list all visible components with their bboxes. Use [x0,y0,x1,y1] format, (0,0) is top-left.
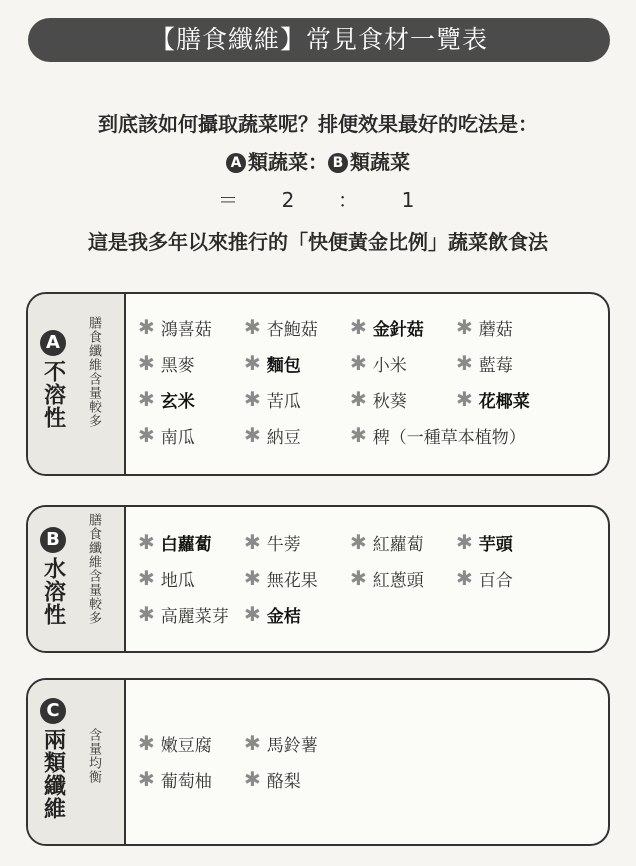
food-name: 金桔 [266,606,301,627]
food-name: 百合 [478,570,513,591]
food-item [138,601,244,627]
asterisk-icon: ✱ [244,566,261,590]
food-item [456,386,562,412]
food-row [138,565,562,591]
asterisk-icon: ✱ [350,351,367,375]
food-name: 紅蘿蔔 [372,534,424,555]
intro-ratio-values [0,184,636,213]
asterisk-icon: ✱ [244,351,261,375]
asterisk-icon: ✱ [350,530,367,554]
food-name: 杏鮑菇 [266,319,318,340]
food-name: 花椰菜 [478,391,530,412]
food-row [138,314,562,340]
food-item [350,422,580,448]
food-item [350,565,456,591]
category-badge: B [40,527,66,553]
food-name: 黑麥 [160,355,195,376]
asterisk-icon: ✱ [138,315,155,339]
food-list [138,294,600,474]
intro-question: 到底該如何攝取蔬菜呢？排便效果最好的吃法是： [98,112,538,136]
food-name: 芋頭 [478,534,513,555]
food-name: 蘑菇 [478,319,513,340]
food-item [244,730,350,756]
asterisk-icon: ✱ [138,566,155,590]
ratio-colon: ： [338,188,358,212]
asterisk-icon: ✱ [456,530,473,554]
category-badge: C [40,698,66,724]
food-item [244,386,350,412]
category-box-a [26,292,610,476]
food-item [138,730,244,756]
category-name: 不溶性 [40,360,66,429]
intro-method: 這是我多年以來推行的「快便黃金比例」蔬菜飲食法 [88,230,548,254]
asterisk-icon: ✱ [138,602,155,626]
food-item [138,314,244,340]
category-label [38,698,68,820]
food-item [350,529,456,555]
food-name: 南瓜 [160,427,195,448]
food-row [138,350,562,376]
food-item [138,565,244,591]
food-name: 鴻喜菇 [160,319,212,340]
food-item [138,350,244,376]
food-item [456,529,562,555]
category-badge: A [40,330,66,356]
asterisk-icon: ✱ [244,423,261,447]
category-sidebar [28,294,126,474]
food-name: 玄米 [160,391,195,412]
asterisk-icon: ✱ [244,387,261,411]
intro-ratio-labels [0,146,636,175]
food-name: 白蘿蔔 [160,534,212,555]
badge-b: B [328,153,348,173]
asterisk-icon: ✱ [244,731,261,755]
food-item [350,350,456,376]
food-item [244,766,350,792]
food-row [138,529,562,555]
food-item [456,565,562,591]
asterisk-icon: ✱ [138,767,155,791]
category-name: 兩類纖維 [40,728,66,820]
asterisk-icon: ✱ [138,530,155,554]
ratio-b-value: 1 [401,188,415,212]
food-name: 苦瓜 [266,391,301,412]
food-name: 小米 [372,355,407,376]
food-name: 牛蒡 [266,534,301,555]
food-item [244,314,350,340]
badge-a: A [226,153,246,173]
food-item [244,422,350,448]
asterisk-icon: ✱ [456,566,473,590]
food-item [138,422,244,448]
food-name: 葡萄柚 [160,771,212,792]
food-name: 高麗菜芽 [160,606,229,627]
food-item [138,766,244,792]
food-name: 藍莓 [478,355,513,376]
food-name: 紅蔥頭 [372,570,424,591]
food-name: 納豆 [266,427,301,448]
category-sidebar [28,680,126,844]
asterisk-icon: ✱ [456,315,473,339]
food-row [138,386,562,412]
category-subtitle: 含量均衡 [86,728,101,784]
food-list [138,680,600,844]
food-name: 地瓜 [160,570,195,591]
food-item [350,314,456,340]
category-label [38,330,68,429]
asterisk-icon: ✱ [350,423,367,447]
page-title: 【膳食纖維】常見食材一覽表 [28,18,610,62]
food-item [244,565,350,591]
asterisk-icon: ✱ [138,351,155,375]
category-sidebar [28,507,126,651]
food-item [456,350,562,376]
food-row [138,601,350,627]
food-name: 無花果 [266,570,318,591]
asterisk-icon: ✱ [456,387,473,411]
asterisk-icon: ✱ [456,351,473,375]
asterisk-icon: ✱ [244,602,261,626]
food-name: 麵包 [266,355,301,376]
category-subtitle: 膳食纖維含量較多 [86,316,101,428]
asterisk-icon: ✱ [350,315,367,339]
food-item [244,350,350,376]
asterisk-icon: ✱ [138,423,155,447]
asterisk-icon: ✱ [350,387,367,411]
food-name: 金針菇 [372,319,424,340]
category-name: 水溶性 [40,557,66,626]
intro-a-text: 類蔬菜： [248,150,328,174]
food-name: 稗（一種草本植物） [372,427,526,448]
food-name: 嫩豆腐 [160,735,212,756]
category-label [38,527,68,626]
food-item [244,601,350,627]
food-list [138,507,600,651]
food-name: 秋葵 [372,391,407,412]
asterisk-icon: ✱ [244,530,261,554]
asterisk-icon: ✱ [244,315,261,339]
intro-b-text: 類蔬菜 [350,150,410,174]
food-item [138,529,244,555]
food-row [138,766,350,792]
asterisk-icon: ✱ [138,387,155,411]
asterisk-icon: ✱ [138,731,155,755]
food-item [350,386,456,412]
category-subtitle: 膳食纖維含量較多 [86,513,101,625]
food-item [456,314,562,340]
asterisk-icon: ✱ [244,767,261,791]
food-row [138,422,580,448]
category-box-c [26,678,610,846]
ratio-equals: ＝ [218,188,238,212]
category-box-b [26,505,610,653]
asterisk-icon: ✱ [350,566,367,590]
ratio-a-value: 2 [281,188,295,212]
food-item [138,386,244,412]
food-name: 馬鈴薯 [266,735,318,756]
food-name: 酪梨 [266,771,301,792]
food-item [244,529,350,555]
food-row [138,730,350,756]
